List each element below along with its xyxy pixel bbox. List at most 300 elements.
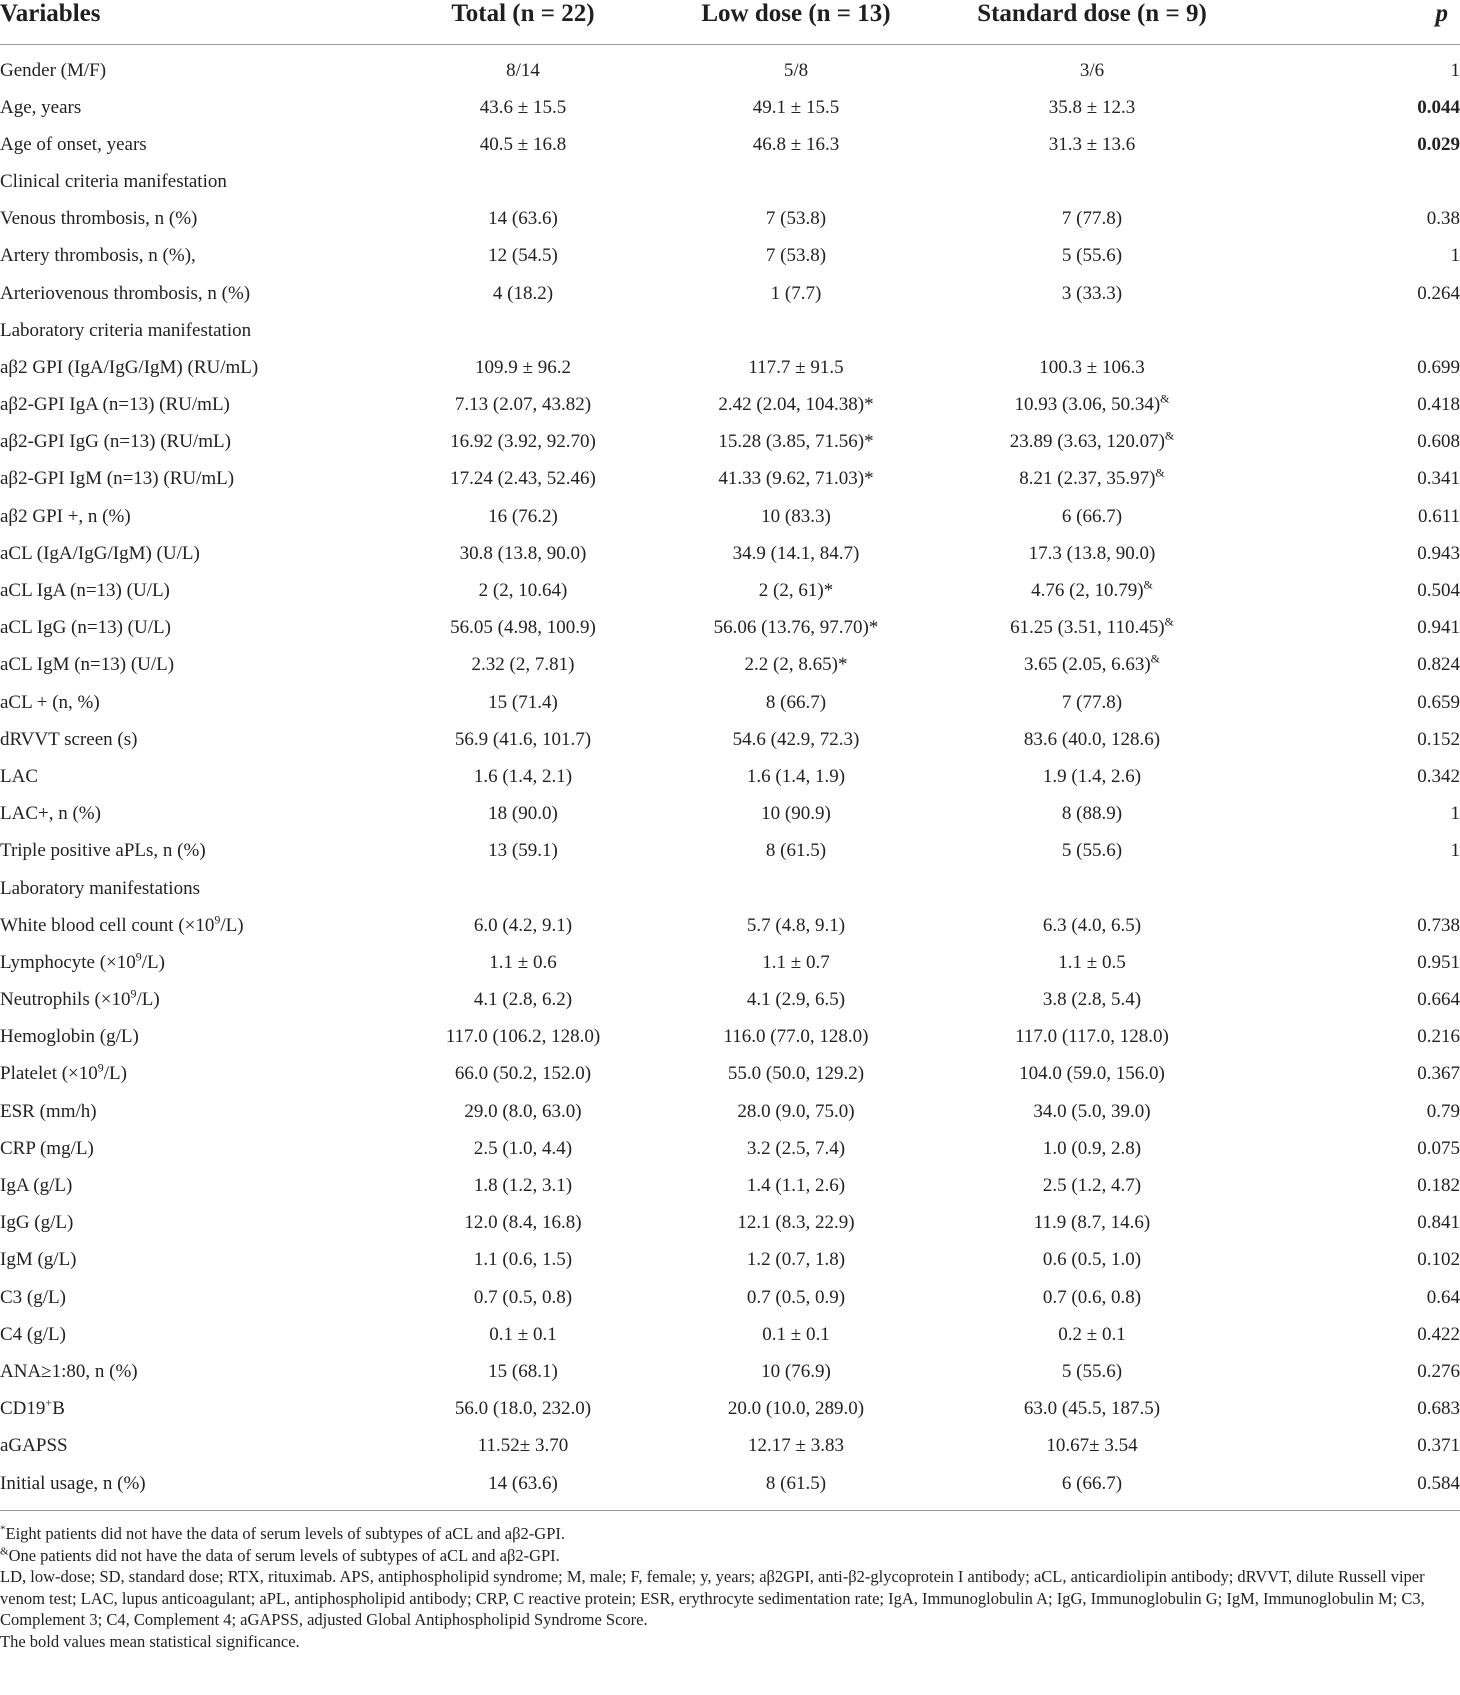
table-row — [0, 1242, 1460, 1279]
cell-low-dose — [666, 1167, 926, 1204]
table-row — [0, 163, 1460, 200]
cell-low-dose-value: 46.8 ± 16.3 — [752, 133, 840, 155]
row-label — [0, 1391, 380, 1428]
table-row — [0, 796, 1460, 833]
row-label-text: Lymphocyte (×10 — [0, 951, 136, 973]
row-label — [0, 89, 380, 126]
row-label-text: dRVVT screen (s) — [0, 728, 138, 750]
cell-total — [380, 721, 666, 758]
cell-standard-dose-value: 35.8 ± 12.3 — [1048, 96, 1136, 118]
cell-p-value: 0.102 — [1417, 1249, 1460, 1271]
cell-standard-dose-value: 7 (77.8) — [1061, 691, 1123, 713]
row-label-text: Artery thrombosis, n (%), — [0, 245, 196, 267]
row-label-text: Hemoglobin (g/L) — [0, 1026, 139, 1048]
row-label — [0, 312, 380, 349]
cell-total-value: 16 (76.2) — [488, 505, 558, 527]
cell-standard-dose-value: 4.76 (2, 10.79) — [1031, 580, 1144, 602]
table-row — [0, 1167, 1460, 1204]
cell-standard-dose-value: 5 (55.6) — [1061, 840, 1123, 862]
footnote-mark-ampersand: & — [1150, 652, 1160, 667]
cell-standard-dose — [926, 1093, 1258, 1130]
cell-p-value: 0.608 — [1417, 431, 1460, 453]
row-label-text: aCL + (n, %) — [0, 691, 100, 713]
cell-p-value: 0.371 — [1417, 1435, 1460, 1457]
table-row — [0, 1130, 1460, 1167]
cell-total-value: 8/14 — [506, 60, 540, 81]
cell-low-dose-value: 4.1 (2.9, 6.5) — [746, 989, 846, 1011]
cell-standard-dose — [926, 349, 1258, 386]
cell-p-value: 0.64 — [1426, 1286, 1460, 1308]
table-row — [0, 201, 1460, 238]
cell-low-dose — [666, 1019, 926, 1056]
cell-standard-dose-value: 117.0 (117.0, 128.0) — [1015, 1026, 1169, 1048]
cell-standard-dose — [926, 1465, 1258, 1511]
cell-p-value: 0.943 — [1417, 542, 1460, 564]
cell-total-value: 16.92 (3.92, 92.70) — [450, 431, 596, 453]
row-label-text: White blood cell count (×10 — [0, 914, 215, 936]
cell-standard-dose — [926, 647, 1258, 684]
row-label-text: aβ2-GPI IgG (n=13) (RU/mL) — [0, 431, 231, 453]
cell-total-value: 12.0 (8.4, 16.8) — [464, 1212, 582, 1234]
footnote-mark-ampersand: & — [0, 1545, 9, 1558]
row-label — [0, 1019, 380, 1056]
cell-total-value: 30.8 (13.8, 90.0) — [459, 542, 587, 564]
table-row — [0, 647, 1460, 684]
cell-total — [380, 1428, 666, 1465]
cell-total — [380, 647, 666, 684]
cell-low-dose — [666, 1093, 926, 1130]
cell-standard-dose — [926, 1391, 1258, 1428]
header-p-value: p — [1258, 0, 1460, 45]
cell-standard-dose-value: 5 (55.6) — [1061, 245, 1123, 267]
cell-standard-dose-value: 34.0 (5.0, 39.0) — [1033, 1100, 1151, 1122]
footnote-mark-ampersand: & — [1164, 614, 1174, 629]
cell-low-dose — [666, 126, 926, 163]
table-row — [0, 982, 1460, 1019]
cell-total-value: 43.6 ± 15.5 — [479, 96, 567, 118]
cell-p-value: 0.264 — [1417, 282, 1460, 304]
header-total: Total (n = 22) — [380, 0, 666, 45]
cell-p-value: 0.341 — [1417, 468, 1460, 490]
cell-total-value: 12 (54.5) — [488, 245, 558, 267]
header-variables: Variables — [0, 0, 380, 45]
cell-low-dose-value: 15.28 (3.85, 71.56)* — [718, 431, 874, 453]
cell-p-value: 0.683 — [1417, 1398, 1460, 1420]
cell-p-value: 1 — [1450, 840, 1460, 862]
cell-p-value: 0.044 — [1417, 96, 1460, 118]
table-row — [0, 1056, 1460, 1093]
cell-standard-dose — [926, 1316, 1258, 1353]
cell-p-value: 0.504 — [1417, 580, 1460, 602]
row-label — [0, 1353, 380, 1390]
cell-standard-dose — [926, 982, 1258, 1019]
row-label-suffix: B — [52, 1398, 65, 1420]
row-label — [0, 461, 380, 498]
table-row — [0, 1019, 1460, 1056]
row-label-superscript: 9 — [97, 1061, 104, 1076]
cell-p-value: 0.422 — [1417, 1323, 1460, 1345]
cell-low-dose-value: 56.06 (13.76, 97.70)* — [713, 617, 879, 639]
cell-total — [380, 1019, 666, 1056]
cell-standard-dose — [926, 312, 1258, 349]
row-label — [0, 1205, 380, 1242]
row-label-text: LAC — [0, 765, 38, 787]
cell-standard-dose-value: 31.3 ± 13.6 — [1048, 133, 1136, 155]
cell-total — [380, 610, 666, 647]
cell-standard-dose — [926, 684, 1258, 721]
cell-p-value: 0.611 — [1417, 505, 1460, 527]
cell-low-dose-value: 5/8 — [783, 60, 809, 81]
cell-p-value: 0.276 — [1417, 1360, 1460, 1382]
cell-p-value: 0.029 — [1417, 133, 1460, 155]
cell-total — [380, 944, 666, 981]
cell-total-value: 1.6 (1.4, 2.1) — [473, 765, 573, 787]
cell-standard-dose-value: 3/6 — [1079, 60, 1105, 81]
cell-total-value: 1.1 (0.6, 1.5) — [473, 1249, 573, 1271]
table-row — [0, 721, 1460, 758]
cell-total — [380, 1279, 666, 1316]
cell-p-value: 0.182 — [1417, 1175, 1460, 1197]
cell-total — [380, 163, 666, 200]
cell-standard-dose — [926, 535, 1258, 572]
footnote-ampersand — [0, 1545, 1460, 1567]
cell-standard-dose-value: 3.8 (2.8, 5.4) — [1042, 989, 1142, 1011]
row-label-text: aCL IgG (n=13) (U/L) — [0, 617, 171, 639]
cell-p-value: 0.824 — [1417, 654, 1460, 676]
cell-standard-dose — [926, 1353, 1258, 1390]
cell-total — [380, 982, 666, 1019]
cell-p-value — [1258, 870, 1460, 907]
cell-total — [380, 870, 666, 907]
cell-total — [380, 796, 666, 833]
table-row — [0, 89, 1460, 126]
cell-total-value: 56.9 (41.6, 101.7) — [454, 728, 592, 750]
table-row — [0, 312, 1460, 349]
cell-standard-dose-value: 0.7 (0.6, 0.8) — [1042, 1286, 1142, 1308]
cell-low-dose-value: 41.33 (9.62, 71.03)* — [718, 468, 874, 490]
cell-low-dose-value: 12.1 (8.3, 22.9) — [737, 1212, 855, 1234]
cell-low-dose-value: 2.2 (2, 8.65)* — [744, 654, 848, 676]
cell-low-dose — [666, 647, 926, 684]
cell-standard-dose — [926, 201, 1258, 238]
table-row — [0, 1428, 1460, 1465]
cell-total — [380, 684, 666, 721]
row-label-text: aβ2-GPI IgM (n=13) (RU/mL) — [0, 468, 235, 490]
row-label — [0, 275, 380, 312]
cell-standard-dose — [926, 45, 1258, 90]
cell-standard-dose — [926, 870, 1258, 907]
cell-low-dose — [666, 238, 926, 275]
cell-p-value: 1 — [1450, 245, 1460, 267]
cell-low-dose-value: 28.0 (9.0, 75.0) — [737, 1100, 855, 1122]
cell-total-value: 117.0 (106.2, 128.0) — [445, 1026, 601, 1048]
table-row — [0, 461, 1460, 498]
table-row — [0, 1465, 1460, 1511]
cell-standard-dose-value: 6.3 (4.0, 6.5) — [1042, 914, 1142, 936]
cell-p-value: 0.841 — [1417, 1212, 1460, 1234]
cell-standard-dose-value: 0.2 ± 0.1 — [1058, 1323, 1126, 1345]
table-row — [0, 424, 1460, 461]
cell-total-value: 56.0 (18.0, 232.0) — [454, 1398, 592, 1420]
cell-low-dose-value: 20.0 (10.0, 289.0) — [727, 1398, 865, 1420]
footnote-mark-ampersand: & — [1155, 466, 1165, 481]
table-row — [0, 1316, 1460, 1353]
cell-standard-dose-value: 7 (77.8) — [1061, 208, 1123, 230]
cell-low-dose — [666, 1428, 926, 1465]
table-row — [0, 126, 1460, 163]
cell-low-dose — [666, 498, 926, 535]
cell-p-value: 0.216 — [1417, 1026, 1460, 1048]
cell-low-dose-value: 7 (53.8) — [765, 245, 827, 267]
cell-low-dose-value: 8 (66.7) — [765, 691, 827, 713]
cell-standard-dose — [926, 721, 1258, 758]
cell-total — [380, 89, 666, 126]
cell-standard-dose — [926, 1167, 1258, 1204]
table-header-row — [0, 0, 1460, 45]
row-label-text: aβ2-GPI IgA (n=13) (RU/mL) — [0, 394, 230, 416]
cell-p-value: 0.075 — [1417, 1137, 1460, 1159]
cell-standard-dose-value: 23.89 (3.63, 120.07) — [1009, 431, 1165, 453]
cell-standard-dose-value: 1.1 ± 0.5 — [1058, 951, 1126, 973]
row-label — [0, 758, 380, 795]
cell-total-value: 2 (2, 10.64) — [478, 580, 568, 602]
cell-total-value: 0.1 ± 0.1 — [489, 1323, 557, 1345]
table-row — [0, 758, 1460, 795]
table-row — [0, 610, 1460, 647]
row-label-superscript: + — [45, 1395, 53, 1410]
cell-p-value — [1258, 163, 1460, 200]
row-label-text: IgA (g/L) — [0, 1175, 73, 1197]
cell-standard-dose — [926, 163, 1258, 200]
table-row — [0, 907, 1460, 944]
cell-low-dose-value: 0.7 (0.5, 0.9) — [746, 1286, 846, 1308]
cell-total-value: 29.0 (8.0, 63.0) — [464, 1100, 582, 1122]
row-label-text: Neutrophils (×10 — [0, 989, 131, 1011]
cell-total — [380, 312, 666, 349]
cell-total-value: 0.7 (0.5, 0.8) — [473, 1286, 573, 1308]
cell-total-value: 13 (59.1) — [488, 840, 558, 862]
cell-low-dose — [666, 907, 926, 944]
row-label — [0, 126, 380, 163]
row-label — [0, 1279, 380, 1316]
row-label — [0, 387, 380, 424]
cell-p-value: 0.79 — [1426, 1100, 1460, 1122]
cell-p-value: 1 — [1450, 60, 1460, 81]
row-label-suffix: /L) — [103, 1063, 127, 1085]
row-label — [0, 870, 380, 907]
table-row — [0, 1279, 1460, 1316]
row-label-text: aβ2 GPI (IgA/IgG/IgM) (RU/mL) — [0, 356, 259, 378]
cell-total — [380, 535, 666, 572]
cell-standard-dose — [926, 1428, 1258, 1465]
cell-low-dose — [666, 721, 926, 758]
row-label — [0, 1242, 380, 1279]
cell-low-dose — [666, 1353, 926, 1390]
cell-low-dose-value: 1.2 (0.7, 1.8) — [746, 1249, 846, 1271]
cell-standard-dose — [926, 796, 1258, 833]
cell-low-dose-value: 10 (83.3) — [761, 505, 831, 527]
row-label-text: Triple positive aPLs, n (%) — [0, 840, 206, 862]
table-row — [0, 535, 1460, 572]
cell-total — [380, 1205, 666, 1242]
row-label — [0, 1167, 380, 1204]
row-label-text: CRP (mg/L) — [0, 1137, 94, 1159]
cell-p-value: 0.951 — [1417, 951, 1460, 973]
table-body — [0, 45, 1460, 1511]
cell-p-value: 0.738 — [1417, 914, 1460, 936]
cell-low-dose — [666, 312, 926, 349]
cell-standard-dose — [926, 1205, 1258, 1242]
cell-p-value: 0.342 — [1417, 765, 1460, 787]
row-label — [0, 982, 380, 1019]
cell-low-dose — [666, 461, 926, 498]
header-standard-dose: Standard dose (n = 9) — [926, 0, 1258, 45]
row-label-text: aCL IgM (n=13) (U/L) — [0, 654, 175, 676]
cell-low-dose-value: 55.0 (50.0, 129.2) — [727, 1063, 865, 1085]
row-label-text: IgG (g/L) — [0, 1212, 74, 1234]
footnote-mark-ampersand: & — [1164, 428, 1175, 443]
cell-total-value: 15 (68.1) — [488, 1360, 558, 1382]
cell-low-dose-value: 1 (7.7) — [770, 282, 822, 304]
cell-low-dose-value: 1.4 (1.1, 2.6) — [746, 1175, 846, 1197]
cell-standard-dose-value: 8 (88.9) — [1061, 803, 1123, 825]
cell-standard-dose — [926, 1279, 1258, 1316]
cell-low-dose — [666, 796, 926, 833]
cell-standard-dose — [926, 461, 1258, 498]
cell-total — [380, 461, 666, 498]
cell-total — [380, 498, 666, 535]
cell-total-value: 1.8 (1.2, 3.1) — [473, 1175, 573, 1197]
row-label-text: ESR (mm/h) — [0, 1100, 97, 1122]
cell-total — [380, 45, 666, 90]
cell-standard-dose-value: 2.5 (1.2, 4.7) — [1042, 1175, 1142, 1197]
table-row — [0, 238, 1460, 275]
row-label-suffix: /L) — [220, 914, 244, 936]
cell-low-dose — [666, 684, 926, 721]
row-label — [0, 535, 380, 572]
cell-standard-dose-value: 10.67± 3.54 — [1046, 1435, 1138, 1457]
cell-total — [380, 1465, 666, 1511]
cell-total — [380, 1056, 666, 1093]
cell-total — [380, 201, 666, 238]
cell-low-dose-value: 1.1 ± 0.7 — [762, 951, 830, 973]
cell-standard-dose — [926, 424, 1258, 461]
row-label — [0, 1130, 380, 1167]
cell-standard-dose-value: 104.0 (59.0, 156.0) — [1019, 1063, 1165, 1085]
cell-p-value: 0.38 — [1426, 208, 1460, 230]
row-label-text: C4 (g/L) — [0, 1323, 66, 1345]
row-label — [0, 1465, 380, 1511]
footnote-mark-asterisk: * — [0, 1523, 6, 1536]
row-label-text: LAC+, n (%) — [0, 803, 101, 825]
cell-standard-dose-value: 3 (33.3) — [1061, 282, 1123, 304]
row-label-text: Venous thrombosis, n (%) — [0, 208, 198, 230]
row-label-superscript: 9 — [130, 986, 137, 1001]
table-row — [0, 870, 1460, 907]
footnote-mark-ampersand: & — [1143, 577, 1153, 592]
row-label-text: Laboratory criteria manifestation — [0, 319, 252, 341]
row-label — [0, 349, 380, 386]
row-label — [0, 796, 380, 833]
cell-low-dose-value: 116.0 (77.0, 128.0) — [723, 1026, 869, 1048]
row-label — [0, 610, 380, 647]
footnote-asterisk — [0, 1523, 1460, 1545]
row-label — [0, 907, 380, 944]
row-label — [0, 201, 380, 238]
row-label-suffix: /L) — [141, 951, 165, 973]
cell-total — [380, 758, 666, 795]
cell-standard-dose-value: 100.3 ± 106.3 — [1039, 356, 1145, 378]
cell-total — [380, 572, 666, 609]
row-label — [0, 572, 380, 609]
cell-low-dose — [666, 424, 926, 461]
cell-low-dose — [666, 1242, 926, 1279]
cell-standard-dose — [926, 1130, 1258, 1167]
footnote-bold-values: The bold values mean statistical significance. — [0, 1631, 300, 1651]
cell-low-dose — [666, 89, 926, 126]
cell-standard-dose-value: 10.93 (3.06, 50.34) — [1014, 394, 1161, 416]
cell-total-value: 2.5 (1.0, 4.4) — [473, 1137, 573, 1159]
cell-low-dose-value: 8 (61.5) — [765, 1472, 827, 1494]
footnote-asterisk-text: Eight patients did not have the data of serum levels of subtypes of aCL and aβ2-GPI. — [5, 1524, 565, 1544]
cell-standard-dose — [926, 498, 1258, 535]
row-label-superscript: 9 — [135, 949, 142, 964]
header-low-dose: Low dose (n = 13) — [666, 0, 926, 45]
cell-standard-dose-value: 6 (66.7) — [1061, 505, 1123, 527]
cell-total — [380, 1316, 666, 1353]
table-row — [0, 684, 1460, 721]
cell-total — [380, 424, 666, 461]
footnote-ampersand-text: One patients did not have the data of serum levels of subtypes of aCL and aβ2-GPI. — [8, 1545, 560, 1565]
cell-low-dose — [666, 1205, 926, 1242]
row-label — [0, 1316, 380, 1353]
cell-low-dose — [666, 610, 926, 647]
cell-total — [380, 349, 666, 386]
cell-low-dose-value: 12.17 ± 3.83 — [748, 1435, 844, 1457]
cell-p-value: 0.418 — [1417, 394, 1460, 416]
cell-total-value: 4 (18.2) — [492, 282, 554, 304]
footnote-mark-ampersand: & — [1160, 391, 1170, 406]
cell-low-dose — [666, 387, 926, 424]
cell-low-dose-value: 0.1 ± 0.1 — [762, 1323, 830, 1345]
cell-total — [380, 1093, 666, 1130]
row-label-text: Gender (M/F) — [0, 60, 107, 81]
cell-standard-dose-value: 1.0 (0.9, 2.8) — [1042, 1137, 1142, 1159]
cell-p-value: 0.659 — [1417, 691, 1460, 713]
cell-standard-dose — [926, 1056, 1258, 1093]
row-label — [0, 684, 380, 721]
table-footnotes — [0, 1511, 1460, 1652]
cell-total — [380, 387, 666, 424]
cell-low-dose-value: 34.9 (14.1, 84.7) — [732, 542, 860, 564]
row-label — [0, 163, 380, 200]
cell-total — [380, 1130, 666, 1167]
cell-total-value: 17.24 (2.43, 52.46) — [450, 468, 596, 490]
cell-total-value: 18 (90.0) — [488, 803, 558, 825]
row-label-text: Platelet (×10 — [0, 1063, 98, 1085]
cell-p-value: 0.584 — [1258, 1465, 1460, 1511]
cell-p-value: 0.152 — [1417, 728, 1460, 750]
cell-low-dose — [666, 275, 926, 312]
cell-standard-dose-value: 8.21 (2.37, 35.97) — [1019, 468, 1156, 490]
cell-total — [380, 1353, 666, 1390]
cell-standard-dose-value: 17.3 (13.8, 90.0) — [1028, 542, 1156, 564]
cell-standard-dose-value: 5 (55.6) — [1061, 1360, 1123, 1382]
cell-standard-dose — [926, 758, 1258, 795]
cell-standard-dose — [926, 89, 1258, 126]
table-row — [0, 1205, 1460, 1242]
row-label-text: CD19 — [0, 1398, 46, 1420]
